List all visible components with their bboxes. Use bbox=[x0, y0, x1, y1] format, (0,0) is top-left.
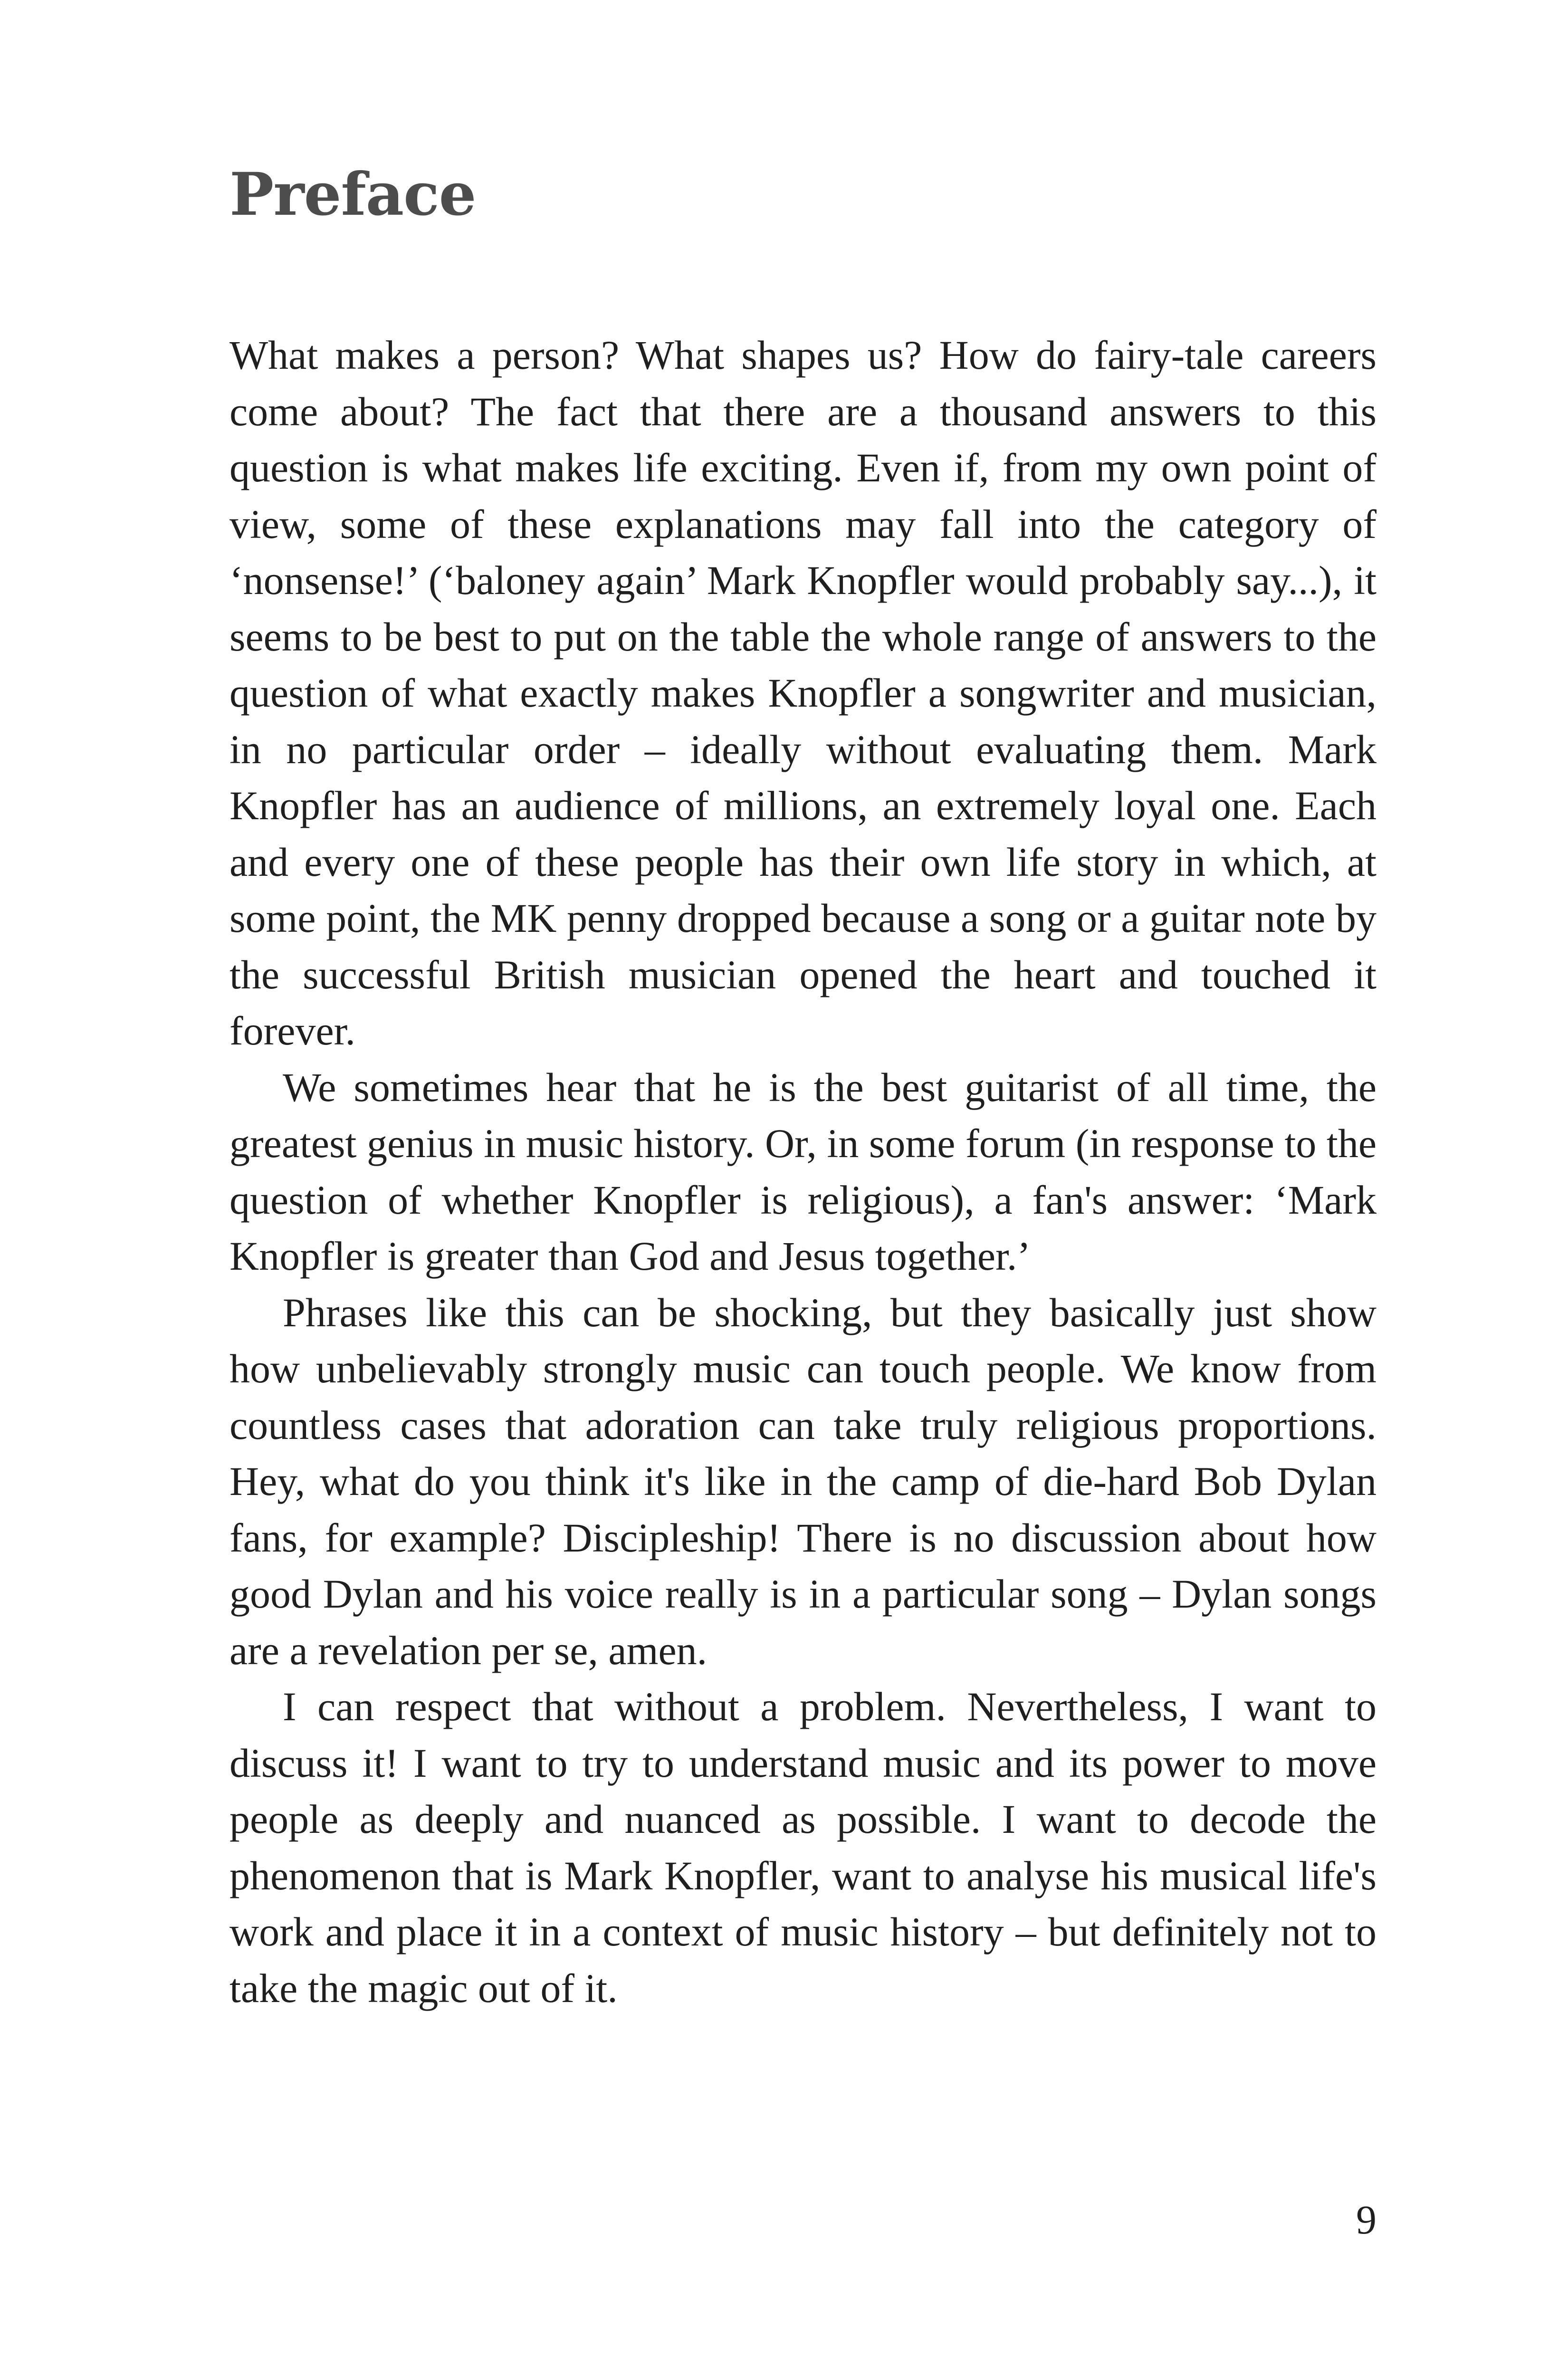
page-number: 9 bbox=[1356, 2197, 1377, 2242]
paragraph-3: Phrases like this can be shocking, but they basically just show how unbelievably strongly music can touch people. We know from countless cases that adoration can take truly religious proportions. Hey, what do you think it's like in the camp of die-hard Bob Dylan fans, for example? Discipleship! There is no discussion about how good Dylan and his voice really is in a particular song – Dylan songs are a revelation per se, amen. bbox=[229, 1289, 1377, 1673]
paragraph-4: I can respect that without a problem. Nevertheless, I want to discuss it! I want to try to understand music and its power to move people as deeply and nuanced as possible. I want to decode the phenomenon that is Mark Knopfler, want to analyse his musical life's work and place it in a context of music history – but definitely not to take the magic out of it. bbox=[229, 1684, 1377, 2011]
paragraph-1: What makes a person? What shapes us? How do fairy-tale careers come about? The fact that there are a thousand answers to this question is what makes life exciting. Even if, from my own point of view, some of these explanations may fall into the category of ‘nonsense!’ (‘baloney again’ Mark Knopfler would probably say...), it seems to be best to put on the table the whole range of answers to the question of what exactly makes Knopfler a songwriter and musician, in no particular order – ideally without evaluating them. Mark Knopfler has an audience of millions, an extremely loyal one. Each and every one of these people has their own life story in which, at some point, the MK penny dropped because a song or a guitar note by the successful British musician opened the heart and touched it forever. bbox=[229, 332, 1377, 1054]
paragraph-2: We sometimes hear that he is the best guitarist of all time, the greatest genius in music history. Or, in some forum (in response to the question of whether Knopfler is religious), a fan's answer: ‘Mark Knopfler is greater than God and Jesus together.’ bbox=[229, 1064, 1377, 1279]
chapter-title: Preface bbox=[229, 160, 476, 229]
body-text bbox=[229, 327, 1377, 2016]
